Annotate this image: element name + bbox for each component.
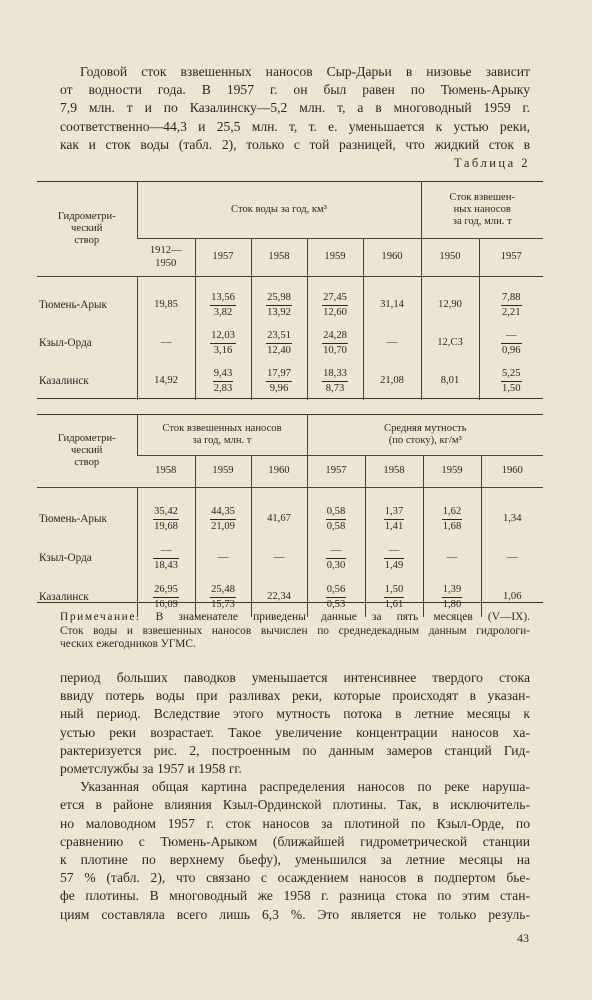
text-line: фе плотины. В многоводный же 1958 г. разница стока по этим стан- [60, 888, 530, 904]
denominator: 10,70 [323, 344, 347, 356]
cell-value: 22,34 [267, 591, 291, 602]
text-line: сравнению с Тюмень-Арыком (ближайшей гидрометрической станции [60, 833, 530, 849]
year-cell: 1960 [251, 455, 307, 487]
numerator: 26,95 [153, 584, 179, 598]
numerator: 24,28 [322, 330, 348, 344]
fraction-value [384, 545, 405, 572]
sediment-header-line: Сток взвешен- [449, 191, 515, 203]
cell-value: 19,85 [154, 299, 178, 311]
station-name: Кзыл-Орда [39, 552, 92, 564]
text-line: циям составляла всего лишь 6,3 %. Это является не только резуль- [60, 906, 530, 922]
year-cell: 1957 [479, 238, 543, 276]
denominator: 0,58 [326, 520, 346, 532]
fraction-value [501, 330, 522, 357]
text-line: 7,9 млн. т и по Казалинску—5,2 млн. т, а в многоводный 1959 г. [60, 100, 530, 116]
body-paragraph [60, 669, 530, 924]
table-note [60, 611, 530, 652]
denominator: 13,92 [267, 306, 291, 318]
water-flow-header-text: Сток воды за год, км³ [231, 203, 327, 215]
cell-value: — [217, 552, 229, 563]
table-cell [137, 276, 195, 324]
sediment-header-cell [421, 182, 543, 238]
cell-value: — [506, 552, 518, 563]
table-cell [137, 539, 195, 577]
text-line: но маловодном 1957 г. сток наносов за плотиной по Кзыл-Орде, по [60, 815, 530, 831]
year-cell: 1960 [363, 238, 421, 276]
table-cell [137, 324, 195, 362]
station-header-line: Гидрометри- [57, 432, 116, 444]
fraction-value [326, 506, 347, 533]
turbidity-header-cell [307, 415, 543, 455]
denominator: 1,50 [501, 382, 521, 394]
fraction-value [322, 368, 348, 395]
station-header-line: Гидрометри- [57, 210, 116, 222]
turbidity-header-line: (по стоку), кг/м³ [388, 434, 462, 446]
sediment-header-line: Сток взвешенных наносов [162, 422, 282, 434]
table-cell [421, 362, 479, 400]
table-cell [251, 362, 307, 400]
numerator: — [384, 545, 405, 559]
table-cell [307, 487, 365, 539]
table1-water-flow [37, 182, 543, 400]
turbidity-header-line: Средняя мутность [384, 422, 467, 434]
station-header-line: ческий [71, 222, 103, 234]
station-header-line: створ [74, 234, 100, 246]
cell-value: 8,01 [440, 375, 460, 386]
text-line: 57 % (табл. 2), что связано с осаждением наносов в подпертом бье- [60, 870, 530, 886]
sediment-header-line: ных наносов [453, 203, 511, 215]
text-line: Годовой сток взвешенных наносов Сыр-Дарьи в низовье зависит [80, 64, 530, 79]
denominator: 3,16 [213, 344, 233, 356]
denominator: 16,09 [154, 598, 178, 610]
text-line: период больших паводков уменьшается интенсивнее твердого стока [60, 670, 530, 685]
cell-value: 1,06 [502, 591, 522, 602]
denominator: 0,96 [501, 344, 521, 356]
numerator: 44,35 [210, 506, 236, 520]
numerator: 1,62 [442, 506, 463, 520]
table-cell [479, 362, 543, 400]
denominator: 21,09 [211, 520, 235, 532]
table-row [37, 539, 543, 577]
page-number: 43 [517, 931, 529, 945]
year-cell [137, 238, 195, 276]
table-cell [195, 487, 251, 539]
fraction-value [213, 368, 234, 395]
fraction-value [266, 368, 292, 395]
numerator: 12,03 [210, 330, 236, 344]
fraction-value [210, 506, 236, 533]
text-line: ный период. Вследствие этого мутность потока в летние месяцы к [60, 706, 530, 722]
denominator: 1,41 [384, 520, 404, 532]
table-cell [307, 539, 365, 577]
denominator: 19,68 [154, 520, 178, 532]
table2-bottom-rule [37, 602, 543, 603]
cell-value: 1,34 [502, 513, 522, 525]
year-cell: 1950 [421, 238, 479, 276]
fraction-value [210, 292, 236, 319]
text-line: рометслужбы за 1957 и 1958 гг. [60, 761, 242, 777]
fraction-value [210, 584, 236, 611]
year-cell: 1958 [251, 238, 307, 276]
station-header-cell [37, 182, 137, 276]
fraction-value [501, 368, 522, 395]
numerator: — [501, 330, 522, 344]
fraction-value [501, 292, 522, 319]
table-cell [423, 539, 481, 577]
year-cell: 1958 [365, 455, 423, 487]
numerator: 1,50 [384, 584, 405, 598]
cell-value: — [160, 337, 172, 348]
denominator: 12,40 [267, 344, 291, 356]
table-cell [423, 487, 481, 539]
table-cell [365, 487, 423, 539]
year-cell: 1960 [481, 455, 543, 487]
table-cell [195, 276, 251, 324]
cell-value: 12,90 [438, 299, 462, 311]
numerator: 23,51 [266, 330, 292, 344]
table-cell [481, 539, 543, 577]
station-name: Казалинск [39, 375, 89, 387]
numerator: 7,88 [501, 292, 522, 306]
denominator: 2,21 [501, 306, 521, 318]
table-cell [195, 539, 251, 577]
sediment-header-cell [137, 415, 307, 455]
intro-paragraph [60, 63, 530, 154]
denominator: 9,96 [269, 382, 289, 394]
table-cell [251, 487, 307, 539]
cell-value: — [446, 552, 458, 563]
table-row [37, 487, 543, 539]
numerator: 13,56 [210, 292, 236, 306]
table-cell [137, 362, 195, 400]
table-cell [421, 276, 479, 324]
fraction-value [442, 584, 463, 611]
denominator: 12,60 [323, 306, 347, 318]
year-cell: 1959 [195, 455, 251, 487]
numerator: 25,48 [210, 584, 236, 598]
cell-value: 41,67 [267, 513, 291, 525]
cell-value: — [386, 337, 398, 348]
note-line: ческих ежегодников УГМС. [60, 638, 196, 651]
year-cell: 1958 [137, 455, 195, 487]
numerator: 0,56 [326, 584, 347, 598]
station-name: Кзыл-Орда [39, 337, 92, 349]
numerator: 9,43 [213, 368, 234, 382]
denominator: 0,30 [326, 559, 346, 571]
fraction-value [442, 506, 463, 533]
station-header-cell [37, 415, 137, 487]
denominator: 2,83 [213, 382, 233, 394]
station-name: Казалинск [39, 591, 89, 603]
table-cell [363, 362, 421, 400]
numerator: — [326, 545, 347, 559]
table2-sediment-turbidity [37, 415, 543, 617]
numerator: 1,39 [442, 584, 463, 598]
note-text: В знаменателе приведены данные за пять месяцев (V—IX). [140, 611, 530, 623]
denominator: 1,61 [384, 598, 404, 610]
table-cell [365, 539, 423, 577]
text-line: как и сток воды (табл. 2), только с той разницей, что жидкий сток в [60, 136, 530, 152]
denominator: 18,43 [154, 559, 178, 571]
year-label: 1912—1950 [149, 245, 182, 269]
text-line: ется в районе влияния Кзыл-Ординской плотины. Так, в исключитель- [60, 797, 530, 813]
fraction-value [153, 545, 179, 572]
table-cell [421, 324, 479, 362]
denominator: 8,73 [325, 382, 345, 394]
cell-value: 14,92 [154, 375, 178, 386]
text-line: к плотине по верхнему бьефу), уменьшился за летние месяцы на [60, 852, 530, 868]
station-header-line: створ [74, 456, 100, 468]
year-cell: 1957 [195, 238, 251, 276]
table-cell [307, 276, 363, 324]
sediment-header-line: за год, млн. т [452, 215, 512, 227]
denominator: 3,82 [213, 306, 233, 318]
station-name: Тюмень-Арык [39, 299, 107, 312]
numerator: 17,97 [266, 368, 292, 382]
table-cell [479, 324, 543, 362]
numerator: 25,98 [266, 292, 292, 306]
text-line: ввиду потерь воды при разливах реки, которые происходят в указан- [60, 688, 530, 704]
fraction-value [266, 292, 292, 319]
table-cell [363, 324, 421, 362]
cell-value: 21,08 [380, 375, 404, 386]
table-caption: Таблица 2 [454, 156, 530, 170]
cell-value: — [273, 552, 285, 563]
table-row [37, 276, 543, 324]
table-cell [363, 276, 421, 324]
fraction-value [322, 292, 348, 319]
table-cell [251, 324, 307, 362]
station-header-line: ческий [71, 444, 103, 456]
fraction-value [153, 584, 179, 611]
numerator: 18,33 [322, 368, 348, 382]
numerator: 1,37 [384, 506, 405, 520]
cell-value: 12,С3 [437, 337, 463, 348]
text-line: от водности года. В 1957 г. он был равен по Тюмень-Арыку [60, 82, 530, 98]
fraction-value [326, 545, 347, 572]
fraction-value [153, 506, 179, 533]
denominator: 15,73 [211, 598, 235, 610]
fraction-value [210, 330, 236, 357]
text-line: рактеризуется рис. 2, построенным по данным замеров станций Гид- [60, 742, 530, 758]
sediment-header-line: за год, млн. т [192, 434, 252, 446]
cell-value: 31,14 [380, 299, 404, 311]
denominator: 1,80 [442, 598, 462, 610]
numerator: 35,42 [153, 506, 179, 520]
table-cell [307, 362, 363, 400]
year-cell: 1959 [307, 238, 363, 276]
table-cell [251, 539, 307, 577]
table-cell [481, 487, 543, 539]
numerator: 27,45 [322, 292, 348, 306]
text-line: устью реки возрастает. Такое увеличение концентрации наносов ха- [60, 724, 530, 740]
table-row [37, 362, 543, 400]
fraction-value [384, 506, 405, 533]
text-line: соответственно—44,3 и 25,5 млн. т, т. е. уменьшается к устью реки, [60, 118, 530, 134]
table-cell [137, 487, 195, 539]
year-cell: 1959 [423, 455, 481, 487]
table-cell [251, 276, 307, 324]
numerator: — [153, 545, 179, 559]
table-cell [195, 362, 251, 400]
station-name: Тюмень-Арык [39, 513, 107, 526]
fraction-value [266, 330, 292, 357]
denominator: 1,49 [384, 559, 404, 571]
numerator: 5,25 [501, 368, 522, 382]
note-lead: Примечание. [60, 611, 141, 623]
fraction-value [326, 584, 347, 611]
denominator: 0,53 [326, 598, 346, 610]
table-row [37, 324, 543, 362]
table1-bottom-rule [37, 398, 543, 399]
denominator: 1,68 [442, 520, 462, 532]
table-cell [479, 276, 543, 324]
fraction-value [384, 584, 405, 611]
year-cell: 1957 [307, 455, 365, 487]
text-line: Указанная общая картина распределения наносов по реке наруша- [80, 779, 530, 795]
numerator: 0,58 [326, 506, 347, 520]
note-line: Сток воды и взвешенных наносов вычислен по среднедекадным данным гидрологи- [60, 624, 530, 637]
table-cell [195, 324, 251, 362]
fraction-value [322, 330, 348, 357]
water-flow-header [137, 182, 421, 238]
table-cell [307, 324, 363, 362]
